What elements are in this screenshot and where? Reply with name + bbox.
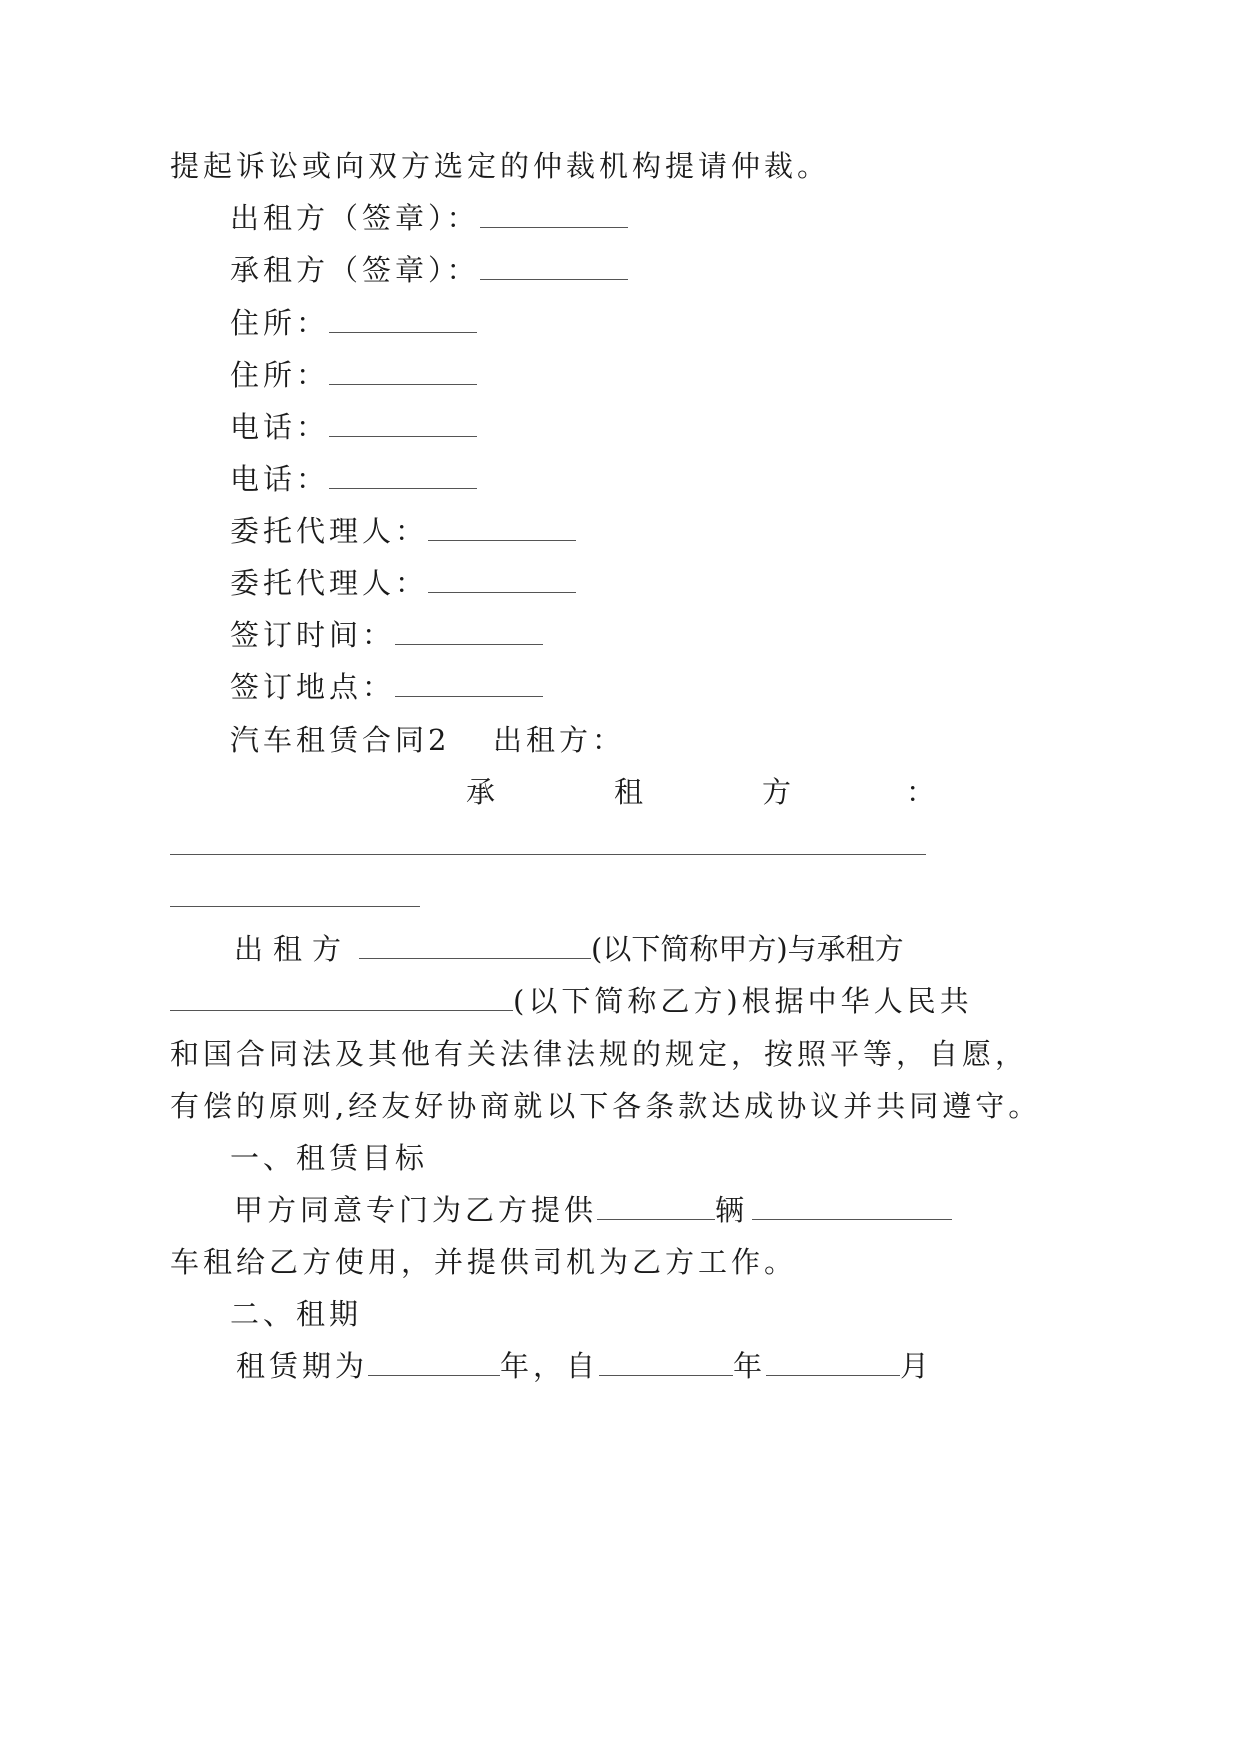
- section-2-text-b: 年，自: [500, 1349, 600, 1383]
- lessor-signature-blank: [480, 203, 628, 228]
- intro-line-1: [234, 929, 904, 969]
- address-label-1: 住所：: [230, 306, 330, 340]
- section-2-line-1: [236, 1346, 933, 1386]
- agent-row-1: [230, 511, 576, 551]
- address-blank-1: [329, 308, 477, 333]
- section-1-text-a: 甲方同意专门为乙方提供: [234, 1193, 598, 1227]
- agent-label-1: 委托代理人：: [230, 514, 429, 548]
- intro-line-4: 有偿的原则,经友好协商就以下各条款达成协议并共同遵守。: [170, 1089, 1042, 1123]
- section-1-line-1: [234, 1190, 952, 1230]
- lessee-blank-rule-2: [170, 906, 420, 907]
- intro-lessee-blank: [170, 986, 513, 1011]
- vehicle-type-blank: [752, 1195, 952, 1220]
- intro-party-a-text: (以下简称甲方)与承租方: [591, 932, 904, 966]
- start-month-blank: [766, 1351, 900, 1376]
- section-1-title: 一、租赁目标: [230, 1141, 429, 1175]
- sign-time-blank: [395, 620, 543, 645]
- phone-row-1: [230, 407, 477, 447]
- lessor-signature-row: [230, 198, 628, 238]
- start-year-blank: [599, 1351, 733, 1376]
- agent-row-2: [230, 563, 576, 603]
- section-2-text-c: 年: [733, 1349, 767, 1383]
- phone-blank-2: [329, 464, 477, 489]
- sign-time-row: [230, 615, 543, 655]
- address-row-2: [230, 355, 477, 395]
- section-1-line-2: 车租给乙方使用，并提供司机为乙方工作。: [170, 1245, 798, 1279]
- sign-place-label: 签订地点：: [230, 670, 396, 704]
- lessee-signature-row: [230, 250, 628, 290]
- intro-party-b-text: (以下简称乙方)根据中华人民共: [513, 984, 973, 1018]
- address-row-1: [230, 303, 477, 343]
- text-line-arbitration: 提起诉讼或向双方选定的仲裁机构提请仲裁。: [170, 149, 831, 183]
- address-blank-2: [329, 360, 477, 385]
- agent-blank-1: [428, 516, 576, 541]
- contract2-lessor-label: 出租方：: [493, 723, 626, 757]
- section-2-title: 二、租期: [230, 1297, 363, 1331]
- lessee-signature-blank: [480, 255, 628, 280]
- intro-line-2: [170, 981, 973, 1021]
- contract2-title: 汽车租赁合同2: [230, 723, 451, 757]
- lessor-signature-label: 出租方（签章）：: [230, 201, 480, 235]
- agent-label-2: 委托代理人：: [230, 566, 429, 600]
- lessee-char-2: 租: [614, 775, 644, 809]
- phone-label-1: 电话：: [230, 410, 330, 444]
- phone-label-2: 电话：: [230, 462, 330, 496]
- vehicle-count-blank: [597, 1195, 715, 1220]
- lessee-char-1: 承: [466, 775, 496, 809]
- address-label-2: 住所：: [230, 358, 330, 392]
- intro-lessor-blank: [359, 934, 591, 959]
- lessee-char-4: ：: [906, 775, 936, 809]
- term-years-blank: [368, 1351, 500, 1376]
- phone-blank-1: [329, 412, 477, 437]
- section-2-text-d: 月: [900, 1349, 934, 1383]
- lessee-char-3: 方: [762, 775, 792, 809]
- lessee-signature-label: 承租方（签章）：: [230, 253, 480, 287]
- sign-place-blank: [395, 672, 543, 697]
- sign-time-label: 签订时间：: [230, 618, 396, 652]
- section-2-text-a: 租赁期为: [236, 1349, 369, 1383]
- intro-line-3: 和国合同法及其他有关法律法规的规定，按照平等，自愿，: [170, 1037, 1029, 1071]
- agent-blank-2: [428, 568, 576, 593]
- lessee-blank-rule-1: [170, 854, 926, 855]
- phone-row-2: [230, 459, 477, 499]
- section-1-text-b: 辆: [715, 1193, 749, 1227]
- intro-lessor-label: 出租方: [234, 932, 352, 966]
- sign-place-row: [230, 667, 543, 707]
